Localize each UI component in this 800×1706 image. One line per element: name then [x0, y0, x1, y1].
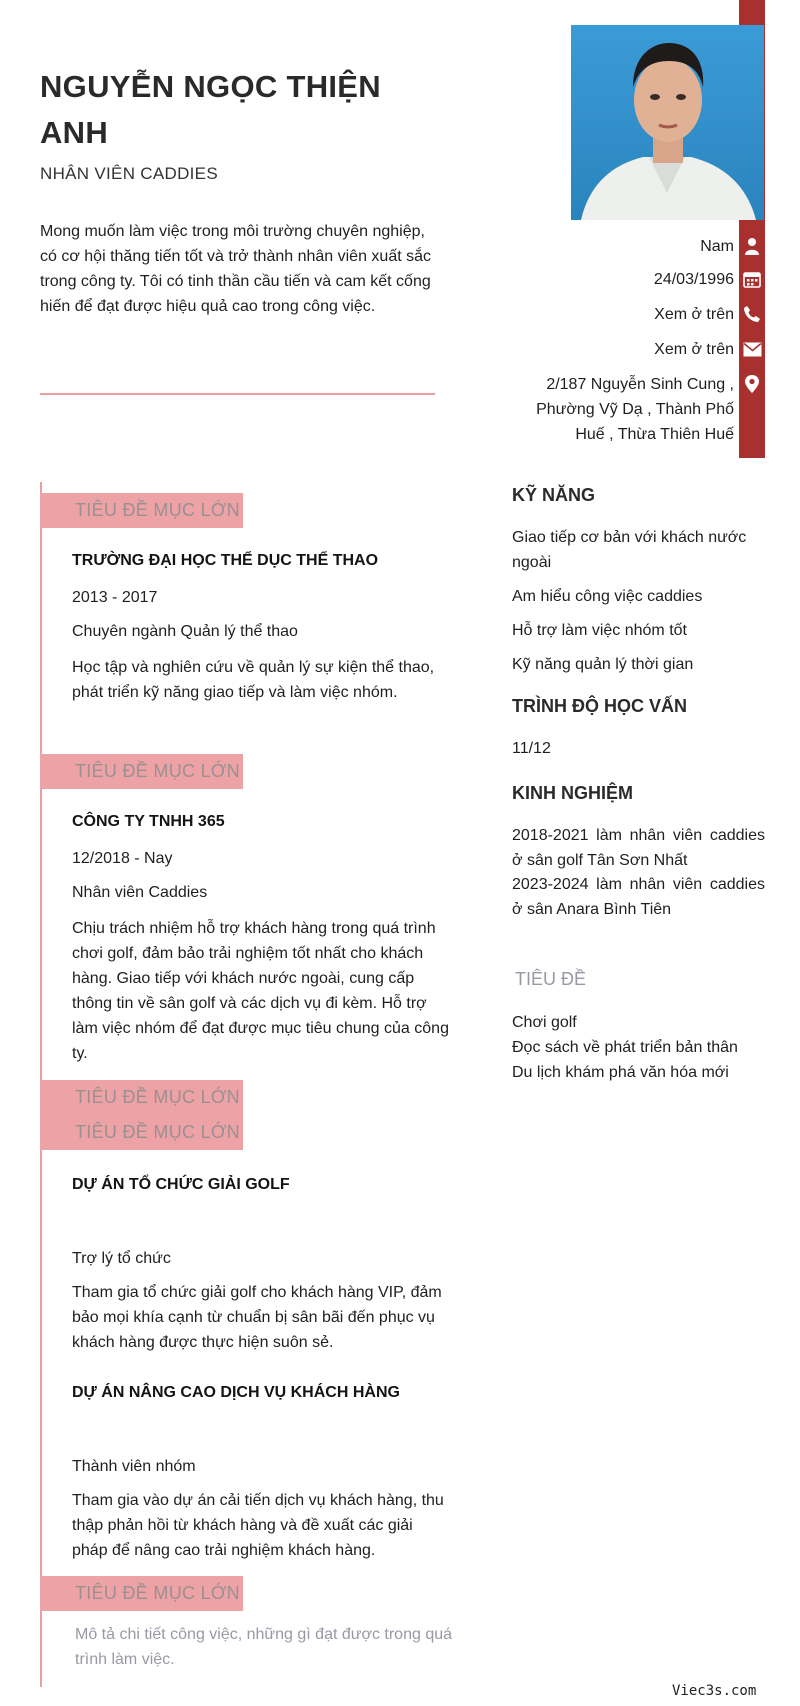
location-icon: [741, 373, 763, 395]
job-title: NHÂN VIÊN CADDIES: [40, 164, 218, 183]
experience-position: Nhân viên Caddies: [72, 884, 208, 901]
project-role: Trợ lý tổ chức: [72, 1250, 171, 1267]
education-major: Chuyên ngành Quản lý thể thao: [72, 623, 298, 640]
hobbies-heading: TIÊU ĐỀ: [515, 969, 587, 989]
section-title-stack: [40, 1080, 243, 1150]
education-period: 2013 - 2017: [72, 589, 158, 606]
mail-icon: [741, 338, 763, 360]
section-placeholder-description: Mô tả chi tiết công việc, những gì đạt được trong quá trình làm việc.: [75, 1626, 453, 1668]
skill-item: Am hiểu công việc caddies: [512, 588, 703, 605]
education-level-value: 11/12: [512, 740, 551, 757]
experience-summary-item: 2018-2021 làm nhân viên caddies ở sân golf Tân Sơn Nhất: [512, 827, 765, 869]
calendar-icon: [741, 268, 763, 290]
hobby-item: Du lịch khám phá văn hóa mới: [512, 1064, 729, 1081]
experience-summary-heading: KINH NGHIỆM: [512, 783, 633, 803]
company-name: CÔNG TY TNHH 365: [72, 813, 225, 830]
project-role: Thành viên nhóm: [72, 1458, 196, 1475]
user-icon: [741, 235, 763, 257]
skill-item: Kỹ năng quản lý thời gian: [512, 656, 694, 673]
address-value: 2/187 Nguyễn Sinh Cung , Phường Vỹ Dạ , Thành Phố Huế , Thừa Thiên Huế: [536, 376, 734, 443]
skills-heading: KỸ NĂNG: [512, 485, 596, 505]
section-title-education: TIÊU ĐỀ MỤC LỚN: [40, 493, 243, 528]
birthdate-value: 24/03/1996: [653, 271, 734, 288]
project-name: DỰ ÁN NÂNG CAO DỊCH VỤ KHÁCH HÀNG: [72, 1384, 400, 1401]
skill-item: Giao tiếp cơ bản với khách nước ngoài: [512, 529, 747, 571]
footer-watermark: Viec3s.com: [672, 1683, 757, 1699]
header-divider: [40, 393, 435, 395]
phone-value: Xem ở trên: [654, 306, 734, 323]
experience-summary-item: 2023-2024 làm nhân viên caddies ở sân Anara Bình Tiên: [512, 876, 765, 918]
profile-photo: [571, 25, 764, 220]
experience-description: Chịu trách nhiệm hỗ trợ khách hàng trong quá trình chơi golf, đảm bảo trải nghiệm tốt nhất cho khách hàng. Giao tiếp với khách nước ngoài, cung cấp thông tin về sân golf và các dịch vụ đi kèm. Hỗ trợ làm việc nhóm để đạt được mục tiêu chung của công ty.: [72, 920, 449, 1062]
career-objective: Mong muốn làm việc trong môi trường chuyên nghiệp, có cơ hội thăng tiến tốt và trở thành nhân viên xuất sắc trong công ty. Tôi có tinh thần cầu tiến và cam kết cống hiến để đạt được hiệu quả cao trong công việc.: [40, 223, 431, 315]
school-name: TRƯỜNG ĐẠI HỌC THỂ DỤC THỂ THAO: [72, 552, 379, 569]
section-title-projects: TIÊU ĐỀ MỤC LỚN: [75, 1122, 240, 1142]
section-title-last: TIÊU ĐỀ MỤC LỚN: [40, 1576, 243, 1611]
section-title-empty: TIÊU ĐỀ MỤC LỚN: [75, 1087, 240, 1107]
email-value: Xem ở trên: [654, 341, 734, 358]
education-level-heading: TRÌNH ĐỘ HỌC VẤN: [512, 696, 687, 716]
hobby-item: Chơi golf: [512, 1014, 577, 1031]
phone-icon: [741, 303, 763, 325]
project-name: DỰ ÁN TỔ CHỨC GIẢI GOLF: [72, 1176, 290, 1193]
project-description: Tham gia vào dự án cải tiến dịch vụ khách hàng, thu thập phản hồi từ khách hàng và đề xuất các giải pháp để nâng cao trải nghiệm khách hàng.: [72, 1492, 444, 1559]
experience-period: 12/2018 - Nay: [72, 850, 173, 867]
education-description: Học tập và nghiên cứu về quản lý sự kiện thể thao, phát triển kỹ năng giao tiếp và làm việc nhóm.: [72, 659, 435, 701]
gender-value: Nam: [700, 238, 734, 255]
project-description: Tham gia tổ chức giải golf cho khách hàng VIP, đảm bảo mọi khía cạnh từ chuẩn bị sân bãi đến phục vụ khách hàng được thực hiện suôn sẻ.: [72, 1284, 442, 1351]
candidate-name: NGUYỄN NGỌC THIỆN ANH: [40, 69, 381, 150]
section-title-experience: TIÊU ĐỀ MỤC LỚN: [40, 754, 243, 789]
skill-item: Hỗ trợ làm việc nhóm tốt: [512, 622, 687, 639]
hobby-item: Đọc sách về phát triển bản thân: [512, 1039, 738, 1056]
